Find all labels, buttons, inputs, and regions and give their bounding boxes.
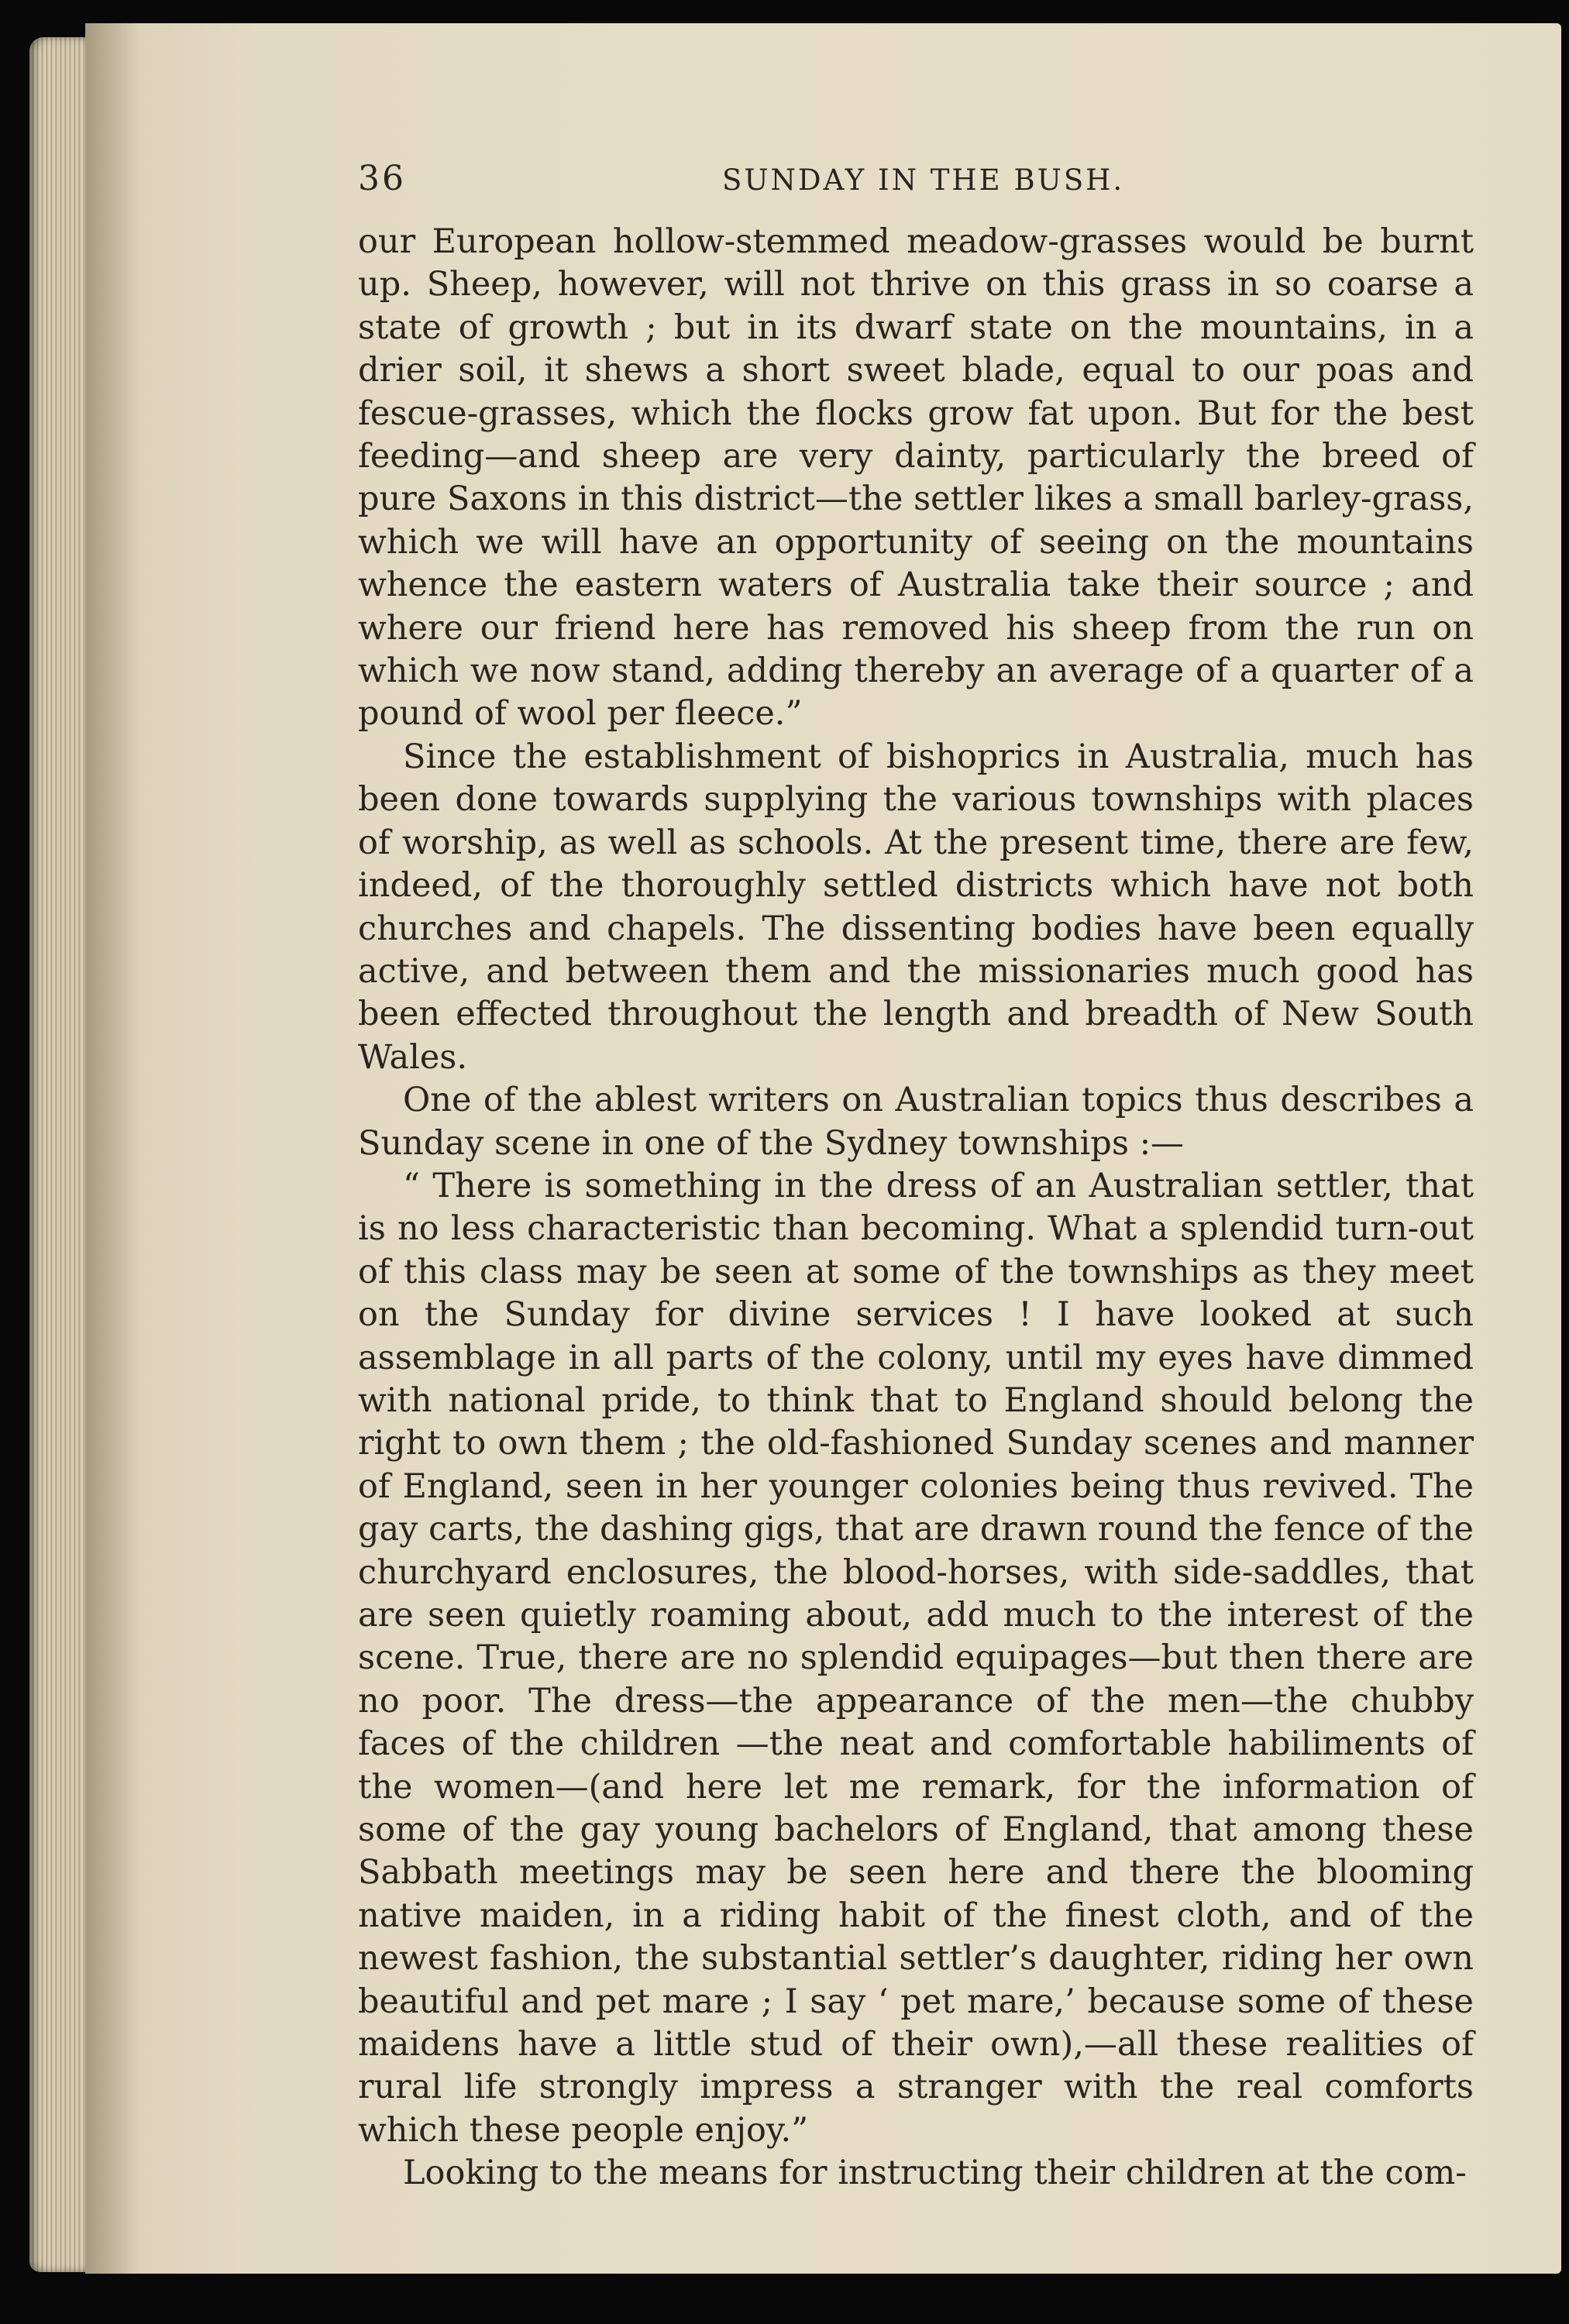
gutter-shadow bbox=[85, 23, 139, 2274]
paragraph-looking: Looking to the means for instructing their children at the com- bbox=[403, 2154, 1467, 2193]
page-number: 36 bbox=[358, 159, 406, 198]
page-text-block bbox=[358, 159, 1474, 2195]
paragraph-ablest-writers: One of the ablest writers on Australian topics thus describes a Sunday scene in one of the Sydney townships :— bbox=[358, 1081, 1474, 1163]
body-text bbox=[358, 221, 1474, 2195]
paragraph-continued: our European hollow-stemmed meadow-grasses would be burnt up. Sheep, however, will not thrive on this grass in so coarse a state of growth ; but in its dwarf state on the mountains, in a drier soil, it shews a short sweet blade, equal to our poas and fescue-grasses, which the flocks grow fat upon. But for the best feeding—and sheep are very dainty, particularly the breed of pure Saxons in this district—the settler likes a small barley-grass, which we will have an opportunity of seeing on the mountains whence the eastern waters of Australia take their source ; and where our friend here has removed his sheep from the run on which we now stand, adding thereby an average of a quarter of a pound of wool per fleece.” bbox=[358, 222, 1474, 734]
running-title: SUNDAY IN THE BUSH. bbox=[722, 163, 1125, 197]
running-head bbox=[358, 159, 1474, 221]
paragraph-quotation: “ There is something in the dress of an Australian settler, that is no less characteristic than becoming. What a splendid turn-out of this class may be seen at some of the townships as they meet on the Sunday for divine services ! I have looked at such assemblage in all parts of the colony, until my eyes have dimmed with national pride, to think that to England should belong the right to own them ; the old-fashioned Sunday scenes and manner of England, seen in her younger colonies being thus revived. The gay carts, the dashing gigs, that are drawn round the fence of the churchyard enclosures, the blood-horses, with side-saddles, that are seen quietly roaming about, add much to the interest of the scene. True, there are no splendid equipages—but then there are no poor. The dress—the appearance of the men—the chubby faces of the children —the neat and comfortable habiliments of the women—(and here let me remark, for the information of some of the gay young bachelors of England, that among these Sabbath meetings may be seen here and there the blooming native maiden, in a riding habit of the finest cloth, and of the newest fashion, the substantial settler’s daughter, riding her own beautiful and pet mare ; I say ‘ pet mare,’ because some of these maidens have a little stud of their own),—all these realities of rural life strongly impress a stranger with the real comforts which these people enjoy.” bbox=[358, 1166, 1474, 2150]
paragraph-bishoprics: Since the establishment of bishoprics in Australia, much has been done towards supplying the various townships with places of worship, as well as schools. At the present time, there are few, indeed, of the thoroughly settled districts which have not both churches and chapels. The dissenting bodies have been equally active, and between them and the missionaries much good has been effected throughout the length and breadth of New South Wales. bbox=[358, 737, 1474, 1077]
